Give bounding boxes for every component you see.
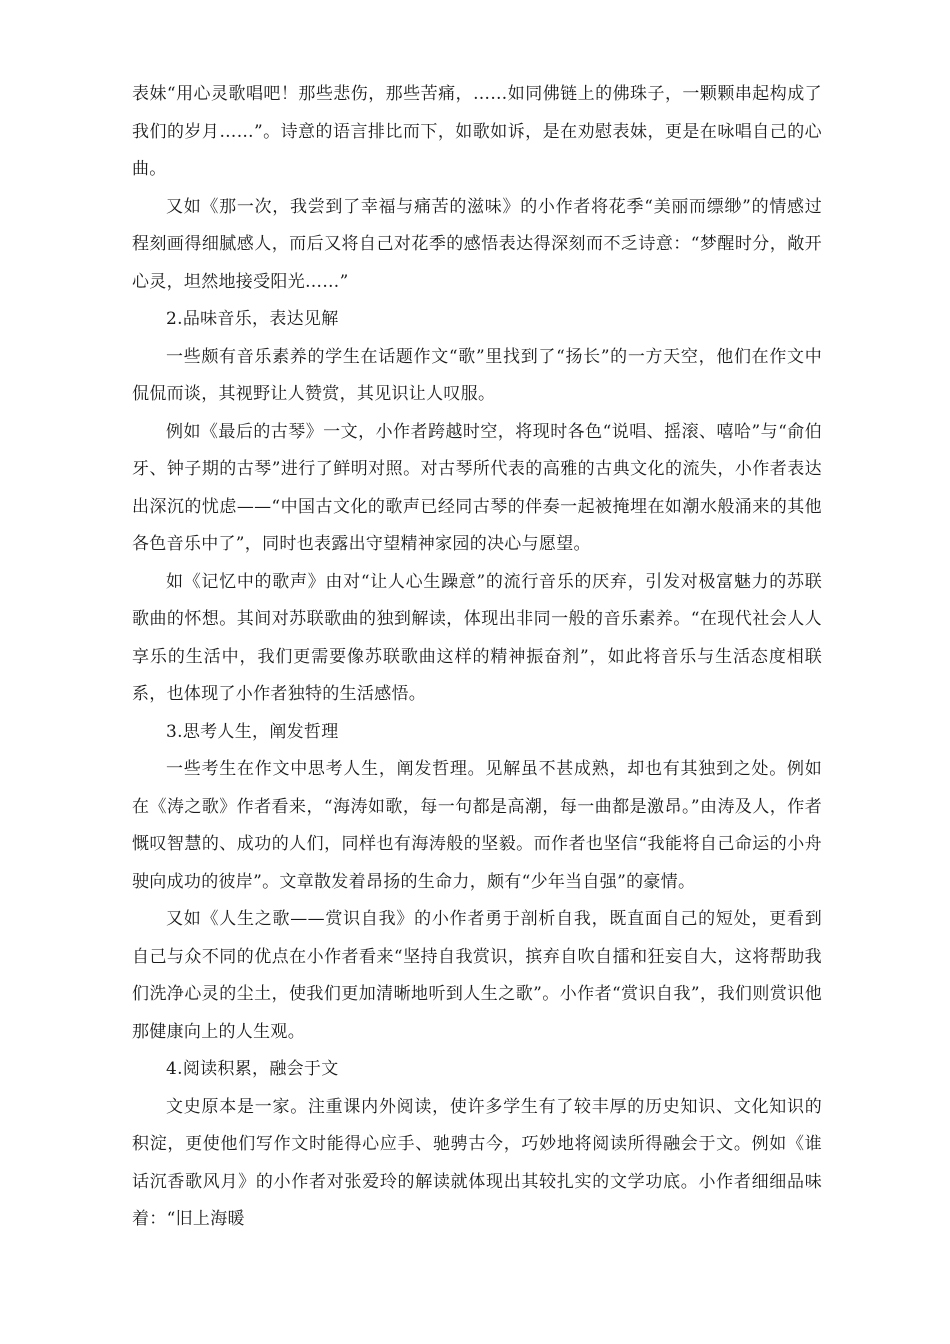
section-heading-3: 3.思考人生，阐发哲理 bbox=[166, 721, 339, 742]
paragraph-3: 一些颇有音乐素养的学生在话题作文“歌”里找到了“扬长”的一方天空，他们在作文中侃侃而谈，其视野让人赞赏，其见识让人叹服。 bbox=[132, 346, 822, 404]
paragraph-4: 例如《最后的古琴》一文，小作者跨越时空，将现时各色“说唱、摇滚、嘻哈”与“俞伯牙、钟子期的古琴”进行了鲜明对照。对古琴所代表的高雅的古典文化的流失，小作者表达出深沉的忧虑——“中国古文化的歌声已经同古琴的伴奏一起被掩埋在如潮水般涌来的其他各色音乐中了”，同时也表露出守望精神家园的决心与愿望。 bbox=[132, 421, 822, 554]
paragraph-7: 又如《人生之歌——赏识自我》的小作者勇于剖析自我，既直面自己的短处，更看到自己与众不同的优点在小作者看来“坚持自我赏识，摈弃自吹自擂和狂妄自大，这将帮助我们洗净心灵的尘土，使我们更加清晰地听到人生之歌”。小作者“赏识自我”，我们则赏识他那健康向上的人生观。 bbox=[132, 909, 822, 1042]
section-heading-4: 4.阅读积累，融会于文 bbox=[166, 1059, 339, 1079]
section-heading-2: 2.品味音乐，表达见解 bbox=[166, 309, 339, 329]
paragraph-8: 文史原本是一家。注重课内外阅读，使许多学生有了较丰厚的历史知识、文化知识的积淀，更使他们写作文时能得心应手、驰骋古今，巧妙地将阅读所得融会于文。例如《谁话沉香歌风月》的小作者对张爱玲的解读就体现出其较扎实的文学功底。小作者细细品味着：“旧上海暖 bbox=[132, 1096, 822, 1229]
paragraph-2: 又如《那一次，我尝到了幸福与痛苦的滋味》的小作者将花季“美丽而缥缈”的情感过程刻画得细腻感人，而后又将自己对花季的感悟表达得深刻而不乏诗意：“梦醒时分，敞开心灵，坦然地接受阳光……” bbox=[132, 196, 822, 292]
paragraph-1: 表妹“用心灵歌唱吧！那些悲伤，那些苦痛，……如同佛链上的佛珠子，一颗颗串起构成了我们的岁月……”。诗意的语言排比而下，如歌如诉，是在劝慰表妹，更是在咏唱自己的心曲。 bbox=[132, 84, 822, 179]
paragraph-6: 一些考生在作文中思考人生，阐发哲理。见解虽不甚成熟，却也有其独到之处。例如在《涛之歌》作者看来，“海涛如歌，每一句都是高潮，每一曲都是激昂。”由涛及人，作者慨叹智慧的、成功的人们，同样也有海涛般的坚毅。而作者也坚信“我能将自己命运的小舟驶向成功的彼岸”。文章散发着昂扬的生命力，颇有“少年当自强”的豪情。 bbox=[132, 759, 822, 892]
paragraph-5: 如《记忆中的歌声》由对“让人心生躁意”的流行音乐的厌弃，引发对极富魅力的苏联歌曲的怀想。其间对苏联歌曲的独到解读，体现出非同一般的音乐素养。“在现代社会人人享乐的生活中，我们更需要像苏联歌曲这样的精神振奋剂”，如此将音乐与生活态度相联系，也体现了小作者独特的生活感悟。 bbox=[132, 571, 822, 704]
document-body bbox=[132, 76, 822, 1239]
